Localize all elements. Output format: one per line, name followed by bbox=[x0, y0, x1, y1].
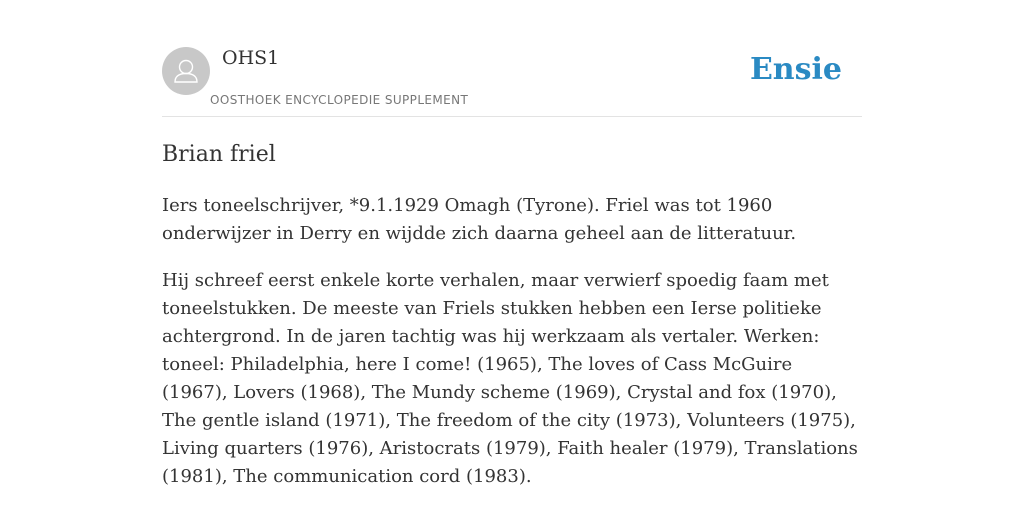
source-header bbox=[162, 46, 862, 117]
article-body bbox=[162, 192, 862, 510]
article-paragraph: Hij schreef eerst enkele korte verhalen, maar verwierf spoedig faam met toneelstukken. De meeste van Friels stukken hebben een Ierse politieke achtergrond. In de jaren tachtig was hij werkzaam als vertaler. Werken: toneel: Philadelphia, here I come! (1965), The loves of Cass McGuire (1967), Lovers (1968), The Mundy scheme (1969), Crystal and fox (1970), The gentle island (1971), The freedom of the city (1973), Volunteers (1975), Living quarters (1976), Aristocrats (1979), Faith healer (1979), Translations (1981), The communication cord (1983). bbox=[162, 270, 858, 487]
source-avatar[interactable] bbox=[162, 47, 210, 95]
source-code[interactable]: OHS1 bbox=[222, 47, 280, 69]
ensie-logo[interactable]: Ensie bbox=[749, 52, 842, 87]
article-paragraph: Iers toneelschrijver, *9.1.1929 Omagh (Tyrone). Friel was tot 1960 onderwijzer in Derry en wijdde zich daarna geheel aan de litteratuur. bbox=[162, 195, 797, 244]
user-icon bbox=[162, 47, 210, 95]
article-title: Brian friel bbox=[162, 142, 276, 167]
source-name[interactable]: OOSTHOEK ENCYCLOPEDIE SUPPLEMENT bbox=[210, 93, 469, 107]
